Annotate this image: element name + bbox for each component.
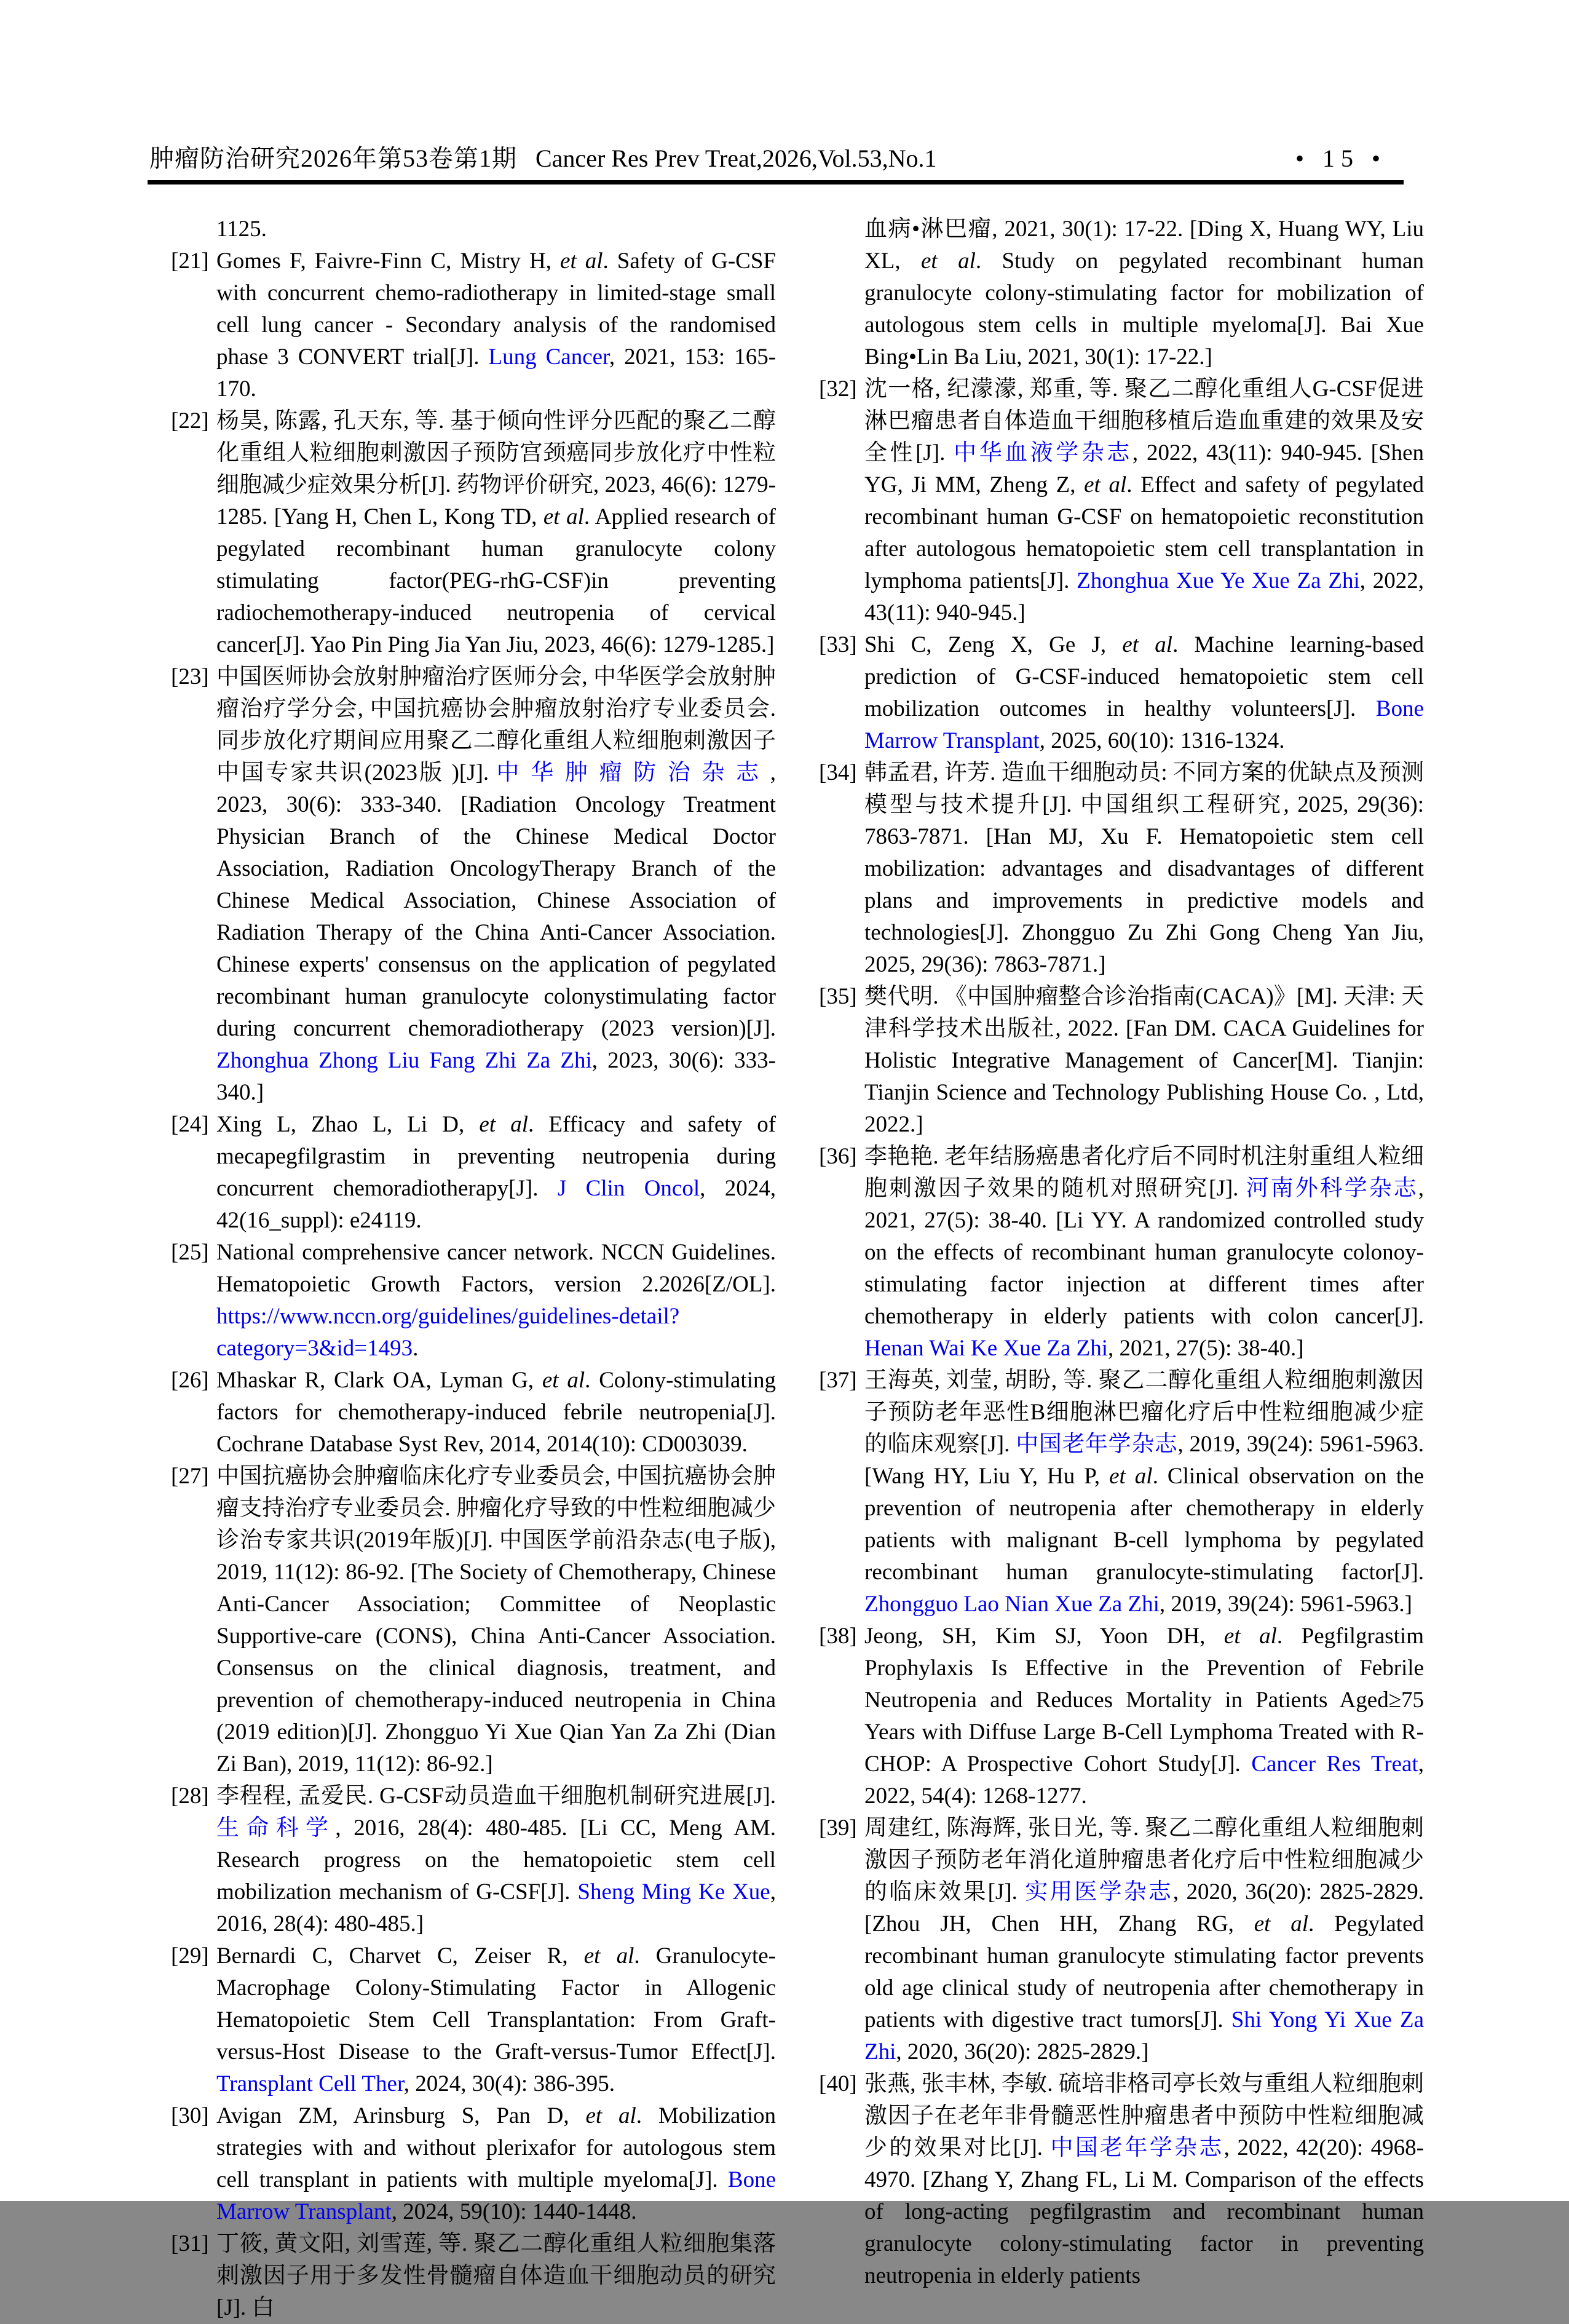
reference-text-segment: . Effect and safety of pegylated recombinant human G-CSF on hematopoietic reconstitution after autologous hematopoietic stem cell transplantation in lymphoma patients[J].	[864, 472, 1424, 593]
journal-title-en: Cancer Res Prev Treat,2026,Vol.53,No.1	[536, 145, 937, 172]
reference-item	[171, 1940, 776, 2100]
reference-continuation	[819, 213, 1424, 373]
reference-number: [30]	[171, 2103, 209, 2128]
reference-text-segment: , 2024, 42(16_suppl): e24119.	[216, 1176, 777, 1233]
journal-link[interactable]: Shi Yong Yi Xue Za Zhi	[864, 2007, 1424, 2064]
reference-item	[819, 1620, 1424, 1812]
reference-text-segment: . Study on pegylated recombinant human granulocyte colony-stimulating factor for mobilization of autologous stem cells in multiple myeloma[J]. Bai Xue Bing•Lin Ba Liu, 2021, 30(1): 17-22.]	[864, 248, 1424, 370]
reference-item	[171, 2100, 776, 2228]
reference-text	[864, 629, 1424, 757]
reference-number: [29]	[171, 1943, 209, 1969]
reference-item	[819, 629, 1424, 757]
reference-text-segment: . Pegylated recombinant human granulocyte stimulating factor prevents old age clinical study of neutropenia after chemotherapy in patients with digestive tract tumors[J].	[864, 1911, 1424, 2033]
references-column-right	[819, 213, 1424, 2324]
reference-text	[216, 661, 776, 1109]
reference-text-segment: , 2020, 36(20): 2825-2829. [Zhou JH, Chen HH, Zhang RG,	[864, 1879, 1425, 1937]
reference-text-segment: Bernardi C, Charvet C, Zeiser R,	[216, 1943, 584, 1969]
reference-text-segment: Mhaskar R, Clark OA, Lyman G,	[216, 1368, 542, 1393]
reference-text-segment: , 2019, 39(24): 5961-5963. [Wang HY, Liu Y, Hu P,	[864, 1432, 1425, 1489]
reference-text	[216, 1365, 776, 1461]
reference-text-segment: 1125.	[216, 216, 267, 242]
journal-link[interactable]: J Clin Oncol	[557, 1176, 700, 1201]
reference-text	[864, 1141, 1424, 1365]
reference-text-segment: 丁筱, 黄文阳, 刘雪莲, 等. 聚乙二醇化重组人粒细胞集落刺激因子用于多发性骨髓瘤自体造血干细胞动员的研究[J]. 白	[216, 2231, 776, 2320]
journal-link[interactable]: 中华肿瘤防治杂志	[496, 760, 770, 785]
reference-text-segment: . Pegfilgrastim Prophylaxis Is Effective in the Prevention of Febrile Neutropenia and Reduces Mortality in Patients Aged≥75 Years with Diffuse Large B-Cell Lymphoma Treated with R-CHOP: A Prospective Cohort Study[J].	[864, 1624, 1424, 1777]
reference-item	[171, 405, 776, 661]
reference-number: [21]	[171, 248, 209, 274]
reference-item	[819, 1365, 1424, 1620]
reference-number: [33]	[819, 632, 857, 657]
reference-text-segment: , 2021, 27(5): 38-40. [Li YY. A randomized controlled study on the effects of recombinant human granulocyte colonoy-stimulating factor injection at different times after chemotherapy in elderly patients with colon cancer[J].	[864, 1176, 1425, 1329]
reference-number: [28]	[171, 1783, 209, 1809]
reference-text	[216, 1109, 776, 1237]
reference-number: [40]	[819, 2071, 857, 2096]
reference-text-segment: 杨昊, 陈露, 孔天东, 等. 基于倾向性评分匹配的聚乙二醇化重组人粒细胞刺激因子预防宫颈癌同步放化疗中性粒细胞减少症效果分析[J]. 药物评价研究, 2023, 46(6): 1279-1285. [Yang H, Chen L, Kong TD,	[216, 408, 776, 529]
reference-text-segment: . Mobilization strategies with and without plerixafor for autologous stem cell transplant in patients with multiple myeloma[J].	[216, 2103, 776, 2192]
journal-link[interactable]: Zhonghua Xue Ye Xue Za Zhi	[1077, 568, 1360, 593]
reference-number: [31]	[171, 2231, 209, 2256]
reference-text-segment: National comprehensive cancer network. NCCN Guidelines. Hematopoietic Growth Factors, version 2.2026[Z/OL].	[216, 1240, 776, 1297]
et-al-italic: et al	[542, 1368, 585, 1393]
reference-item	[171, 1780, 776, 1940]
reference-text-segment: 张燕, 张丰林, 李敏. 硫培非格司亭长效与重组人粒细胞刺激因子在老年非骨髓恶性肿瘤患者中预防中性粒细胞减少的效果对比[J].	[864, 2071, 1424, 2160]
reference-number: [35]	[819, 984, 857, 1009]
journal-link[interactable]: 中国老年学杂志	[1050, 2135, 1224, 2160]
reference-text-segment: 血病•淋巴瘤, 2021, 30(1): 17-22. [Ding X, Huang WY, Liu XL,	[864, 216, 1424, 274]
reference-text-segment: , 2025, 60(10): 1316-1324.	[1039, 728, 1285, 753]
reference-text-segment: , 2019, 39(24): 5961-5963.]	[1159, 1592, 1412, 1617]
reference-text	[864, 1365, 1424, 1620]
reference-text	[216, 245, 776, 405]
et-al-italic: et al	[543, 504, 584, 529]
journal-link[interactable]: Bone Marrow Transplant	[864, 696, 1424, 753]
reference-text-segment: , 2023, 30(6): 333-340. [Radiation Oncology Treatment Physician Branch of the Chinese Medical Doctor Association, Radiation OncologyTherapy Branch of the Chinese Medical Association, Chinese Association of Radiation Therapy of the China Anti-Cancer Association. Chinese experts' consensus on the application of pegylated recombinant human granulocyte colonystimulating factor during concurrent chemoradiotherapy (2023 version)[J].	[216, 760, 776, 1041]
reference-number: [39]	[819, 1815, 857, 1841]
reference-text-segment: 中国抗癌协会肿瘤临床化疗专业委员会, 中国抗癌协会肿瘤支持治疗专业委员会. 肿瘤化疗导致的中性粒细胞减少诊治专家共识(2019年版)[J]. 中国医学前沿杂志(电子版), 2019, 11(12): 86-92. [The Society of Chemotherapy, Chinese Anti-Cancer Association; Committee of Neoplastic Supportive-care (CONS), China Anti-Cancer Association. Consensus on the clinical diagnosis, treatment, and prevention of chemotherapy-induced neutropenia in China (2019 edition)[J]. Zhongguo Yi Xue Qian Yan Za Zhi (Dian Zi Ban), 2019, 11(12): 86-92.]	[216, 1464, 776, 1777]
reference-number: [34]	[819, 760, 857, 785]
reference-text-segment: 樊代明. 《中国肿瘤整合诊治指南(CACA)》[M]. 天津: 天津科学技术出版社, 2022. [Fan DM. CACA Guidelines for Holistic Integrative Management of Cancer[M]. Tianjin: Tianjin Science and Technology Publishing House Co. , Ltd, 2022.]	[864, 984, 1424, 1137]
reference-text	[216, 405, 776, 661]
reference-text-segment: , 2021, 27(5): 38-40.]	[1108, 1336, 1304, 1361]
et-al-italic: et al	[1254, 1911, 1309, 1937]
reference-text-segment: . Clinical observation on the prevention of neutropenia after chemotherapy in elderly patients with malignant B-cell lymphoma by pegylated recombinant human granulocyte-stimulating factor[J].	[864, 1464, 1424, 1585]
reference-text-segment: . Granulocyte-Macrophage Colony-Stimulating Factor in Allogenic Hematopoietic Stem Cell Transplantation: From Graft-versus-Host Disease to the Graft-versus-Tumor Effect[J].	[216, 1943, 776, 2064]
reference-text-segment: , 2024, 30(4): 386-395.	[403, 2071, 615, 2096]
journal-link[interactable]: Zhongguo Lao Nian Xue Za Zhi	[864, 1592, 1160, 1617]
reference-text	[864, 213, 1424, 373]
reference-number: [38]	[819, 1624, 857, 1649]
reference-text	[216, 2100, 776, 2228]
journal-link[interactable]: 中国老年学杂志	[1016, 1432, 1178, 1457]
journal-link[interactable]: Henan Wai Ke Xue Za Zhi	[864, 1336, 1108, 1361]
reference-text	[864, 1812, 1424, 2068]
reference-text-segment: , 2021, 153: 165-170.	[216, 344, 777, 402]
et-al-italic: et al	[560, 248, 603, 274]
reference-text-segment: . Colony-stimulating factors for chemotherapy-induced febrile neutropenia[J]. Cochrane Database Syst Rev, 2014, 2014(10): CD003039.	[216, 1368, 776, 1457]
et-al-italic: et al	[583, 1943, 634, 1969]
journal-link[interactable]: https://www.nccn.org/guidelines/guidelines-detail?category=3&id=1493	[216, 1304, 680, 1361]
reference-text	[216, 213, 776, 245]
references-column-left	[171, 213, 776, 2324]
reference-number: [27]	[171, 1464, 209, 1489]
reference-text	[216, 1780, 776, 1940]
et-al-italic: et al	[1223, 1624, 1277, 1649]
reference-text-segment: , 2020, 36(20): 2825-2829.]	[896, 2039, 1149, 2064]
reference-text-segment: , 2024, 59(10): 1440-1448.	[391, 2199, 637, 2224]
reference-item	[171, 1237, 776, 1365]
reference-item	[819, 1812, 1424, 2068]
et-al-italic: et al	[1109, 1464, 1153, 1489]
reference-text	[216, 1940, 776, 2100]
page-number: • 15 •	[1295, 145, 1386, 172]
reference-text-segment: , 2022, 43(11): 940-945.]	[864, 568, 1424, 625]
reference-text	[864, 2068, 1424, 2292]
reference-text-segment: 王海英, 刘莹, 胡盼, 等. 聚乙二醇化重组人粒细胞刺激因子预防老年恶性B细胞淋巴瘤化疗后中性粒细胞减少症的临床观察[J].	[864, 1368, 1424, 1457]
journal-title-cn: 肿瘤防治研究2026年第53卷第1期	[149, 145, 517, 172]
reference-text-segment: , 2022, 54(4): 1268-1277.	[864, 1751, 1424, 1809]
reference-text-segment: . Applied research of pegylated recombinant human granulocyte colony stimulating factor(PEG-rhG-CSF)in preventing radiochemotherapy-induced neutropenia of cervical cancer[J]. Yao Pin Ping Jia Yan Jiu, 2023, 46(6): 1279-1285.]	[216, 504, 777, 657]
journal-link[interactable]: Sheng Ming Ke Xue	[577, 1879, 770, 1905]
reference-continuation	[171, 213, 776, 245]
reference-item	[819, 373, 1424, 629]
reference-text	[216, 2228, 776, 2324]
page-header	[149, 143, 1404, 174]
reference-item	[819, 757, 1424, 981]
et-al-italic: et al	[1122, 632, 1173, 657]
reference-text	[864, 373, 1424, 629]
reference-text-segment: , 2016, 28(4): 480-485. [Li CC, Meng AM. Research progress on the hematopoietic stem cell mobilization mechanism of G-CSF[J].	[216, 1815, 777, 1905]
references-list	[171, 213, 1424, 2324]
reference-item	[819, 2068, 1424, 2292]
reference-item	[819, 1141, 1424, 1365]
reference-number: [32]	[819, 376, 857, 402]
reference-text-segment: 中国医师协会放射肿瘤治疗医师分会, 中华医学会放射肿瘤治疗学分会, 中国抗癌协会肿瘤放射治疗专业委员会. 同步放化疗期间应用聚乙二醇化重组人粒细胞刺激因子中国专家共识(2023版 )[J].	[216, 664, 776, 785]
journal-link[interactable]: Cancer Res Treat	[1251, 1751, 1418, 1777]
reference-text	[864, 1620, 1424, 1812]
reference-text-segment: Xing L, Zhao L, Li D,	[216, 1112, 480, 1137]
reference-number: [26]	[171, 1368, 209, 1393]
et-al-italic: et al	[920, 248, 976, 274]
reference-text-segment: Gomes F, Faivre-Finn C, Mistry H,	[216, 248, 561, 274]
reference-text-segment: 李艳艳. 老年结肠癌患者化疗后不同时机注射重组人粒细胞刺激因子效果的随机对照研究[J].	[864, 1144, 1424, 1201]
reference-number: [22]	[171, 408, 209, 434]
reference-item	[171, 2228, 776, 2324]
journal-link[interactable]: 河南外科学杂志	[1246, 1176, 1418, 1201]
journal-link[interactable]: Lung Cancer	[488, 344, 609, 370]
reference-text-segment: Avigan ZM, Arinsburg S, Pan D,	[216, 2103, 586, 2128]
journal-link[interactable]: Zhonghua Zhong Liu Fang Zhi Za Zhi	[216, 1048, 592, 1073]
et-al-italic: et al	[479, 1112, 529, 1137]
reference-item	[819, 981, 1424, 1141]
journal-link[interactable]: 实用医学杂志	[1025, 1879, 1173, 1905]
reference-text-segment: 李程程, 孟爱民. G-CSF动员造血干细胞机制研究进展[J].	[216, 1783, 776, 1809]
reference-text-segment: . Efficacy and safety of mecapegfilgrastim in preventing neutropenia during concurrent chemoradiotherapy[J].	[216, 1112, 777, 1201]
reference-item	[171, 245, 776, 405]
reference-text-segment: , 2022, 43(11): 940-945. [Shen YG, Ji MM, Zheng Z,	[864, 440, 1424, 498]
reference-number: [24]	[171, 1112, 209, 1137]
et-al-italic: et al	[585, 2103, 636, 2128]
reference-text	[864, 981, 1424, 1141]
reference-number: [37]	[819, 1368, 857, 1393]
reference-text-segment: . Safety of G-CSF with concurrent chemo-radiotherapy in limited-stage small cell lung cancer - Secondary analysis of the randomised phase 3 CONVERT trial[J].	[216, 248, 777, 370]
reference-text-segment: .	[413, 1336, 419, 1361]
reference-text-segment: 周建红, 陈海辉, 张日光, 等. 聚乙二醇化重组人粒细胞刺激因子预防老年消化道肿瘤患者化疗后中性粒细胞减少的临床效果[J].	[864, 1815, 1424, 1905]
journal-link[interactable]: 中华血液学杂志	[954, 440, 1132, 466]
reference-text-segment: Shi C, Zeng X, Ge J,	[864, 632, 1123, 657]
reference-number: [25]	[171, 1240, 209, 1265]
reference-text-segment: . Machine learning-based prediction of G-CSF-induced hematopoietic stem cell mobilization outcomes in healthy volunteers[J].	[864, 632, 1424, 721]
reference-item	[171, 1461, 776, 1780]
reference-text	[216, 1461, 776, 1780]
journal-link[interactable]: Bone Marrow Transplant	[216, 2167, 776, 2224]
reference-item	[171, 661, 776, 1109]
reference-item	[171, 1365, 776, 1461]
journal-link[interactable]: Transplant Cell Ther	[216, 2071, 404, 2096]
reference-text-segment: , 2022, 42(20): 4968-4970. [Zhang Y, Zhang FL, Li M. Comparison of the effects of long-acting pegfilgrastim and recombinant human granulocyte colony-stimulating factor in preventing neutropenia in elderly patients	[864, 2135, 1425, 2288]
header-rule	[148, 180, 1404, 184]
reference-text	[864, 757, 1424, 981]
reference-number: [36]	[819, 1144, 857, 1169]
reference-text	[216, 1237, 776, 1365]
reference-text-segment: , 2023, 30(6): 333-340.]	[216, 1048, 776, 1105]
reference-text-segment: Jeong, SH, Kim SJ, Yoon DH,	[864, 1624, 1224, 1649]
reference-item	[171, 1109, 776, 1237]
journal-link[interactable]: 生命科学	[216, 1815, 336, 1841]
et-al-italic: et al	[1084, 472, 1127, 498]
reference-text-segment: 韩孟君, 许芳. 造血干细胞动员: 不同方案的优缺点及预测模型与技术提升[J]. 中国组织工程研究, 2025, 29(36): 7863-7871. [Han MJ, Xu F. Hematopoietic stem cell mobilization: advantages and disadvantages of different plans and improvements in predictive models and technologies[J]. Zhongguo Zu Zhi Gong Cheng Yan Jiu, 2025, 29(36): 7863-7871.]	[864, 760, 1424, 977]
reference-text-segment: , 2016, 28(4): 480-485.]	[216, 1879, 776, 1937]
reference-text-segment: 沈一格, 纪濛濛, 郑重, 等. 聚乙二醇化重组人G-CSF促进淋巴瘤患者自体造血干细胞移植后造血重建的效果及安全性[J].	[864, 376, 1424, 466]
reference-number: [23]	[171, 664, 209, 689]
